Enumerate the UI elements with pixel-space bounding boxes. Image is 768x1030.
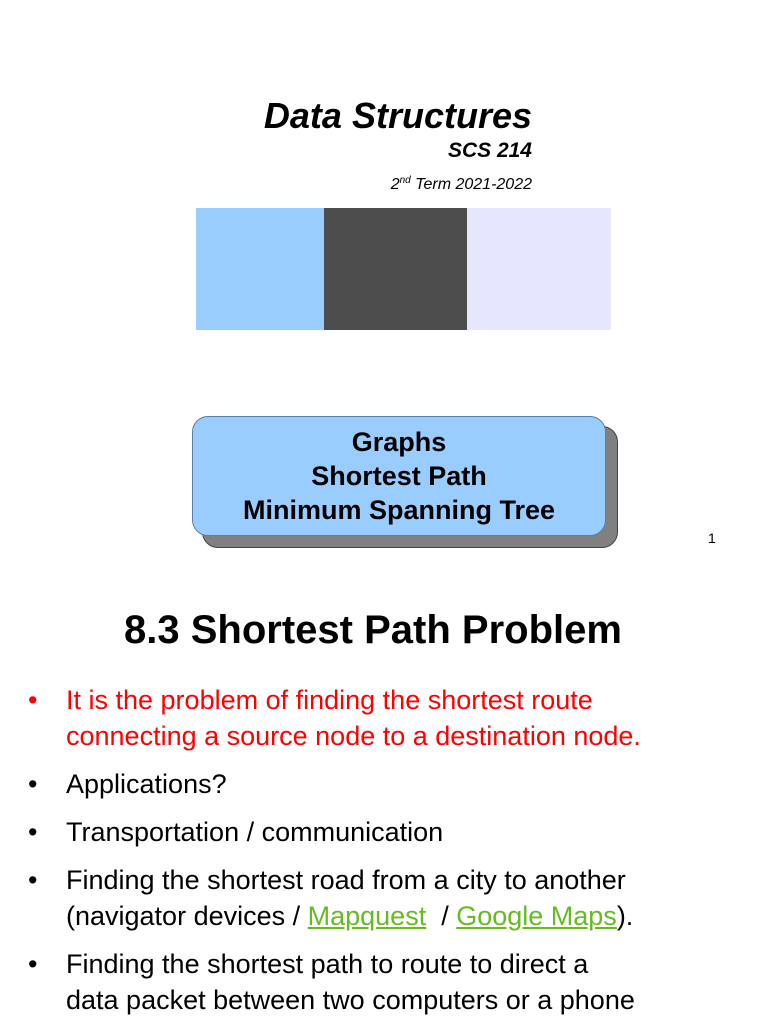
bullet-applications [28,766,748,802]
bullet-marker: • [28,949,38,979]
mapquest-link[interactable]: Mapquest [307,901,427,931]
course-code: SCS 214 [447,139,532,162]
term-ordinal-suffix: nd [399,175,411,186]
bullet-suffix: ). [616,901,634,931]
google-maps-link[interactable]: Google Maps [456,901,617,931]
color-block-light-blue [196,208,324,330]
bullet-line: Applications? [66,769,227,799]
bullet-marker: • [28,865,38,895]
bullet-line: Transportation / communication [66,817,444,847]
topic-minimum-spanning-tree: Minimum Spanning Tree [242,495,556,525]
bullet-marker: • [28,817,38,847]
bullet-line: Finding the shortest path to route to direct a [66,949,589,979]
bullet-line: data packet between two computers or a phone [66,985,635,1015]
bullet-definition [28,682,748,754]
topic-graphs: Graphs [351,427,447,457]
slide2-title: 8.3 Shortest Path Problem [124,608,622,652]
page-number: 1 [708,530,716,546]
term-ordinal: 2 [390,176,400,193]
bullet-packet [28,946,748,1018]
bullet-line: It is the problem of finding the shortest route [66,685,593,715]
term-text: Term 2021-2022 [410,176,532,193]
color-block-lavender [467,208,611,330]
link-separator: / [426,901,457,931]
bullet-transportation [28,814,748,850]
bullet-prefix: (navigator devices / [66,901,308,931]
bullet-line [66,898,748,934]
topic-shortest-path: Shortest Path [311,461,487,491]
color-block-dark-gray [324,208,467,330]
topic-box [192,416,606,536]
bullet-line: Finding the shortest road from a city to another [66,865,626,895]
bullet-line: connecting a source node to a destination node. [66,721,641,751]
bullet-marker: • [28,769,38,799]
bullet-marker: • [28,685,38,715]
bullet-list [28,682,748,1030]
term-label [0,174,532,196]
bullet-road [28,862,748,934]
slide-title: Data Structures [263,95,532,136]
